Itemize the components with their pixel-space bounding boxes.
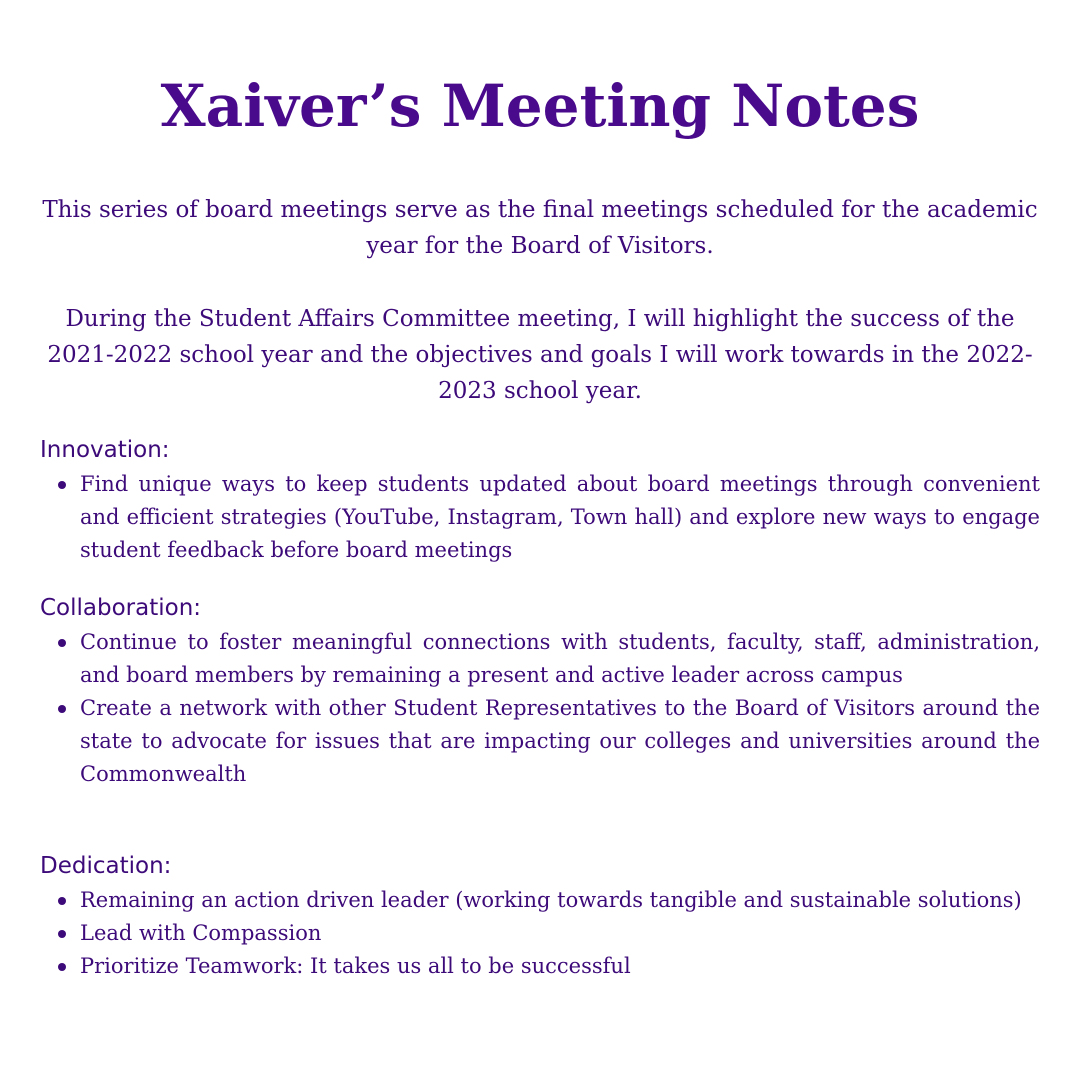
bullet-icon: [58, 481, 66, 489]
section-heading-innovation: Innovation:: [40, 437, 170, 463]
bullet-icon: [58, 897, 66, 905]
list-item-text: Remaining an action driven leader (working towards tangible and sustainable solutions): [80, 888, 1022, 912]
page-title: Xaiver’s Meeting Notes: [160, 72, 920, 140]
list-item-text: Lead with Compassion: [80, 921, 322, 945]
section-innovation: [40, 434, 1040, 567]
bullet-icon: [58, 963, 66, 971]
list-item: [40, 692, 1040, 791]
list-item-text: Find unique ways to keep students updated about board meetings through convenient and efficient strategies (YouTube, Instagram, Town hall) and explore new ways to engage student feedback before board meetings: [80, 472, 1040, 562]
intro-paragraph-1: This series of board meetings serve as the final meetings scheduled for the academic year for the Board of Visitors.: [42, 197, 1038, 259]
section-collaboration: [40, 592, 1040, 791]
list-item-text: Prioritize Teamwork: It takes us all to be successful: [80, 954, 631, 978]
bullet-list-collaboration: [40, 626, 1040, 791]
list-item: [40, 950, 1040, 983]
list-item-text: Continue to foster meaningful connections with students, faculty, staff, administration, and board members by remaining a present and active leader across campus: [80, 630, 1040, 687]
list-item-text: Create a network with other Student Representatives to the Board of Visitors around the state to advocate for issues that are impacting our colleges and universities around the Commonwealth: [80, 696, 1040, 786]
bullet-icon: [58, 639, 66, 647]
bullet-icon: [58, 930, 66, 938]
list-item: [40, 884, 1040, 917]
list-item: [40, 917, 1040, 950]
bullet-icon: [58, 705, 66, 713]
intro-paragraph-2: During the Student Affairs Committee meeting, I will highlight the success of the 2021-2022 school year and the objectives and goals I will work towards in the 2022-2023 school year.: [47, 306, 1033, 404]
bullet-list-innovation: [40, 468, 1040, 567]
section-heading-dedication: Dedication:: [40, 853, 172, 879]
bullet-list-dedication: [40, 884, 1040, 983]
list-item: [40, 626, 1040, 692]
section-heading-collaboration: Collaboration:: [40, 595, 202, 621]
section-dedication: [40, 850, 1040, 983]
list-item: [40, 468, 1040, 567]
